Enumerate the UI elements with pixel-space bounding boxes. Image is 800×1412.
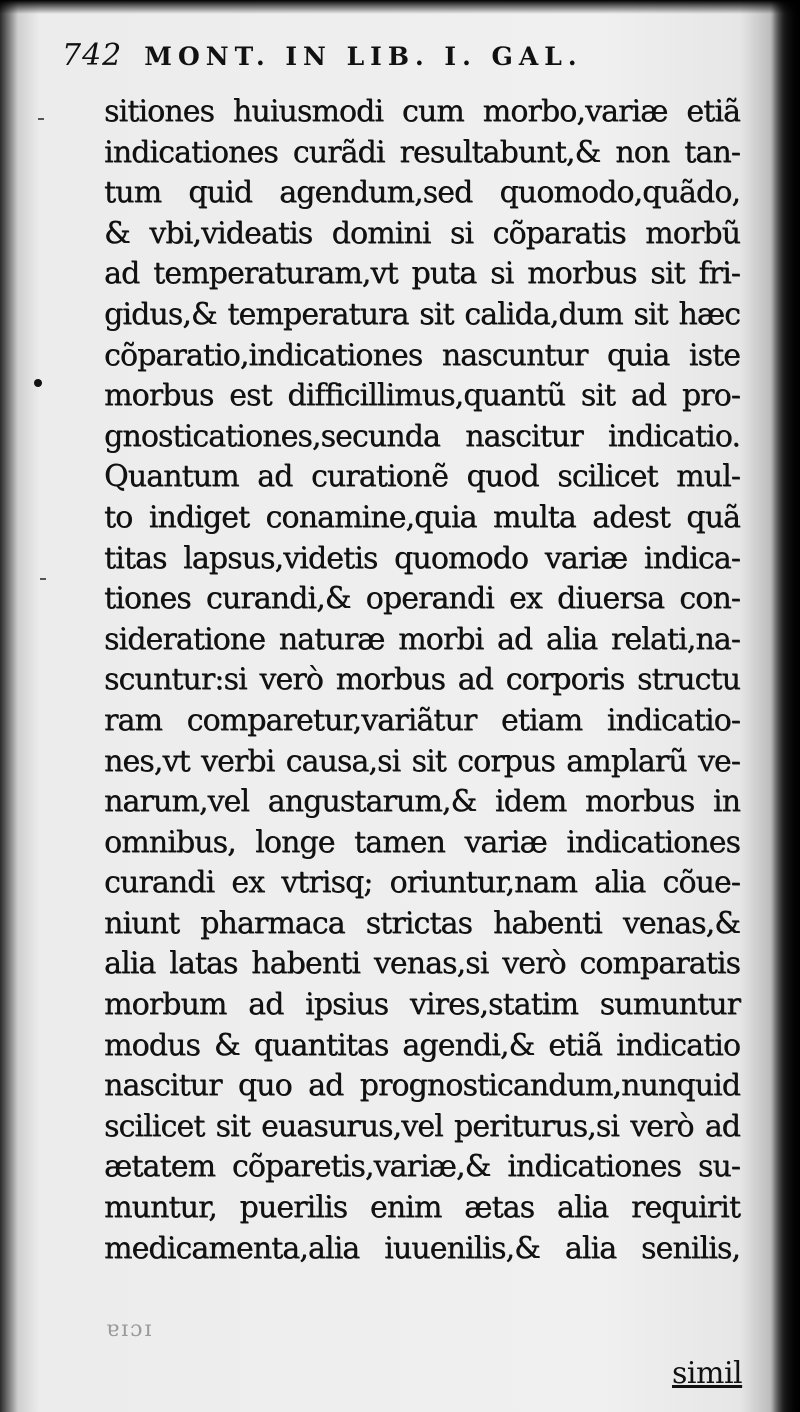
text-line: indicationes curãdi resultabunt,& non tan- [104,134,740,170]
text-line: alia latas habenti venas,si verò comparatis [104,946,740,982]
text-line: curandi ex vtrisq; oriuntur,nam alia cõue- [104,865,740,901]
catchword: simil [672,1356,743,1391]
page-top-shadow [0,0,800,14]
text-line: cõparatio,indicationes nascuntur quia iste [104,337,740,373]
text-line: ad temperaturam,vt puta si morbus sit fri- [104,256,740,292]
text-line: gnosticationes,secunda nascitur indicatio. [104,418,740,454]
text-line: tiones curandi,& operandi ex diuersa con- [104,581,740,617]
text-line: Quantum ad curationẽ quod scilicet mul- [104,459,740,495]
text-line: sideratione naturæ morbi ad alia relati,na- [104,621,740,657]
text-line: titas lapsus,videtis quomodo variæ indica- [104,540,740,576]
text-line: omnibus, longe tamen variæ indicationes [104,824,740,860]
text-line: narum,vel angustarum,& idem morbus in [104,784,740,820]
text-line: scilicet sit euasurus,vel periturus,si verò ad [104,1108,740,1144]
text-line: morbum ad ipsius vires,statim sumuntur [104,987,740,1023]
text-line: & vbi,videatis domini si cõparatis morbũ [104,215,740,251]
text-line: to indiget conamine,quia multa adest quã [104,499,740,535]
body-text [104,92,740,1269]
text-line: muntur, puerilis enim ætas alia requirit [104,1190,740,1226]
text-line: nes,vt verbi causa,si sit corpus amplarũ ve- [104,743,740,779]
running-head: MONT. IN LIB. I. GAL. [144,42,583,71]
margin-ink-mark [38,118,44,120]
text-line: modus & quantitas agendi,& etiã indicatio [104,1027,740,1063]
text-line: niunt pharmaca strictas habenti venas,& [104,905,740,941]
text-line: gidus,& temperatura sit calida,dum sit hæc [104,296,740,332]
text-line: medicamenta,alia iuuenilis,& alia senilis, [104,1230,740,1266]
text-line: nascitur quo ad prognosticandum,nunquid [104,1068,740,1104]
page-header [62,38,702,78]
margin-ink-mark [40,578,46,580]
text-line: ram comparetur,variãtur etiam indicatio- [104,702,740,738]
page-number: 742 [62,38,123,73]
text-line: scuntur:si verò morbus ad corporis structu [104,662,740,698]
bleed-through-text: ɐɪɔɪ [106,1317,154,1342]
text-line: tum quid agendum,sed quomodo,quãdo, [104,175,740,211]
margin-ink-dot [34,379,42,387]
text-line: morbus est difficillimus,quantũ sit ad pro- [104,378,740,414]
page-gutter-shadow [772,0,800,1412]
text-line: sitiones huiusmodi cum morbo,variæ etiã [104,94,740,129]
text-line: ætatem cõparetis,variæ,& indicationes su- [104,1149,740,1185]
